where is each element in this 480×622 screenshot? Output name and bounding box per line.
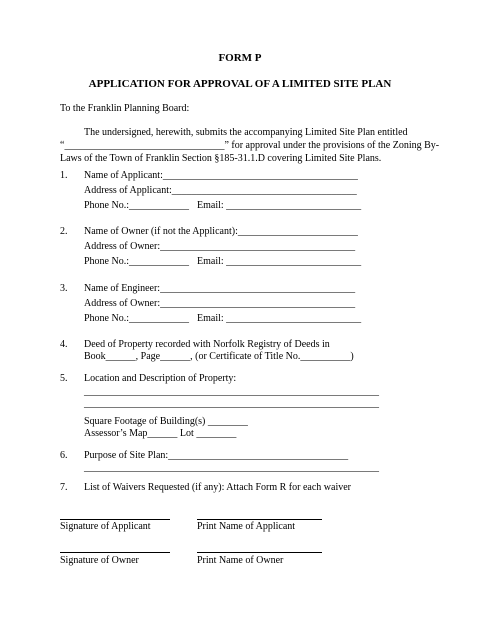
signature-applicant-label: Signature of Applicant [60,521,151,532]
applicant-signature-line[interactable] [60,519,170,520]
deed-book-page-field[interactable]: Book______, Page______, (or Certificate of Title No.__________) [84,351,354,362]
square-footage-field[interactable]: Square Footage of Building(s) ________ [84,416,248,427]
applicant-phone-field[interactable]: Phone No.:____________ [84,200,189,211]
deed-text: Deed of Property recorded with Norfolk Registry of Deeds in [84,339,330,350]
engineer-email-field[interactable]: Email: ___________________________ [197,313,362,324]
applicant-address-field[interactable]: Address of Applicant:_____________________________________ [84,185,357,196]
item-7-number: 7. [60,482,68,493]
intro-line-2: “________________________________” for approval under the provisions of the Zoning By- [60,140,440,151]
owner-email-field[interactable]: Email: ___________________________ [197,256,362,267]
item-2-number: 2. [60,226,68,237]
waivers-text: List of Waivers Requested (if any): Attach Form R for each waiver [84,482,351,493]
form-heading: FORM P [218,52,262,64]
applicant-email-field[interactable]: Email: ___________________________ [197,200,362,211]
signature-owner-label: Signature of Owner [60,555,139,566]
salutation: To the Franklin Planning Board: [60,103,190,114]
owner-name-field[interactable]: Name of Owner (if not the Applicant):________________________ [84,226,358,237]
engineer-name-field[interactable]: Name of Engineer:_______________________________________ [84,283,356,294]
location-label: Location and Description of Property: [84,373,237,384]
owner-address-field[interactable]: Address of Owner:_______________________________________ [84,241,356,252]
item-3-number: 3. [60,283,68,294]
print-name-applicant-label: Print Name of Applicant [197,521,296,532]
applicant-print-line[interactable] [197,519,322,520]
location-line-2[interactable]: ___________________________________________________________ [84,398,379,409]
item-4-number: 4. [60,339,68,350]
location-line-1[interactable]: ___________________________________________________________ [84,386,379,397]
purpose-field[interactable]: Purpose of Site Plan:____________________________________ [84,450,349,461]
print-name-owner-label: Print Name of Owner [197,555,284,566]
assessor-map-field[interactable]: Assessor’s Map______ Lot ________ [84,428,237,439]
form-title: APPLICATION FOR APPROVAL OF A LIMITED SITE PLAN [88,78,392,90]
item-5-number: 5. [60,373,68,384]
item-1-number: 1. [60,170,68,181]
applicant-name-field[interactable]: Name of Applicant:_______________________________________ [84,170,358,181]
item-6-number: 6. [60,450,68,461]
intro-line-3: Laws of the Town of Franklin Section §185-31.1.D covering Limited Site Plans. [60,153,382,164]
engineer-phone-field[interactable]: Phone No.:____________ [84,313,189,324]
owner-signature-line[interactable] [60,552,170,553]
engineer-address-field[interactable]: Address of Owner:_______________________________________ [84,298,356,309]
intro-line-1: The undersigned, herewith, submits the accompanying Limited Site Plan entitled [84,127,408,138]
owner-print-line[interactable] [197,552,322,553]
owner-phone-field[interactable]: Phone No.:____________ [84,256,189,267]
purpose-line-2[interactable]: ___________________________________________________________ [84,462,379,473]
